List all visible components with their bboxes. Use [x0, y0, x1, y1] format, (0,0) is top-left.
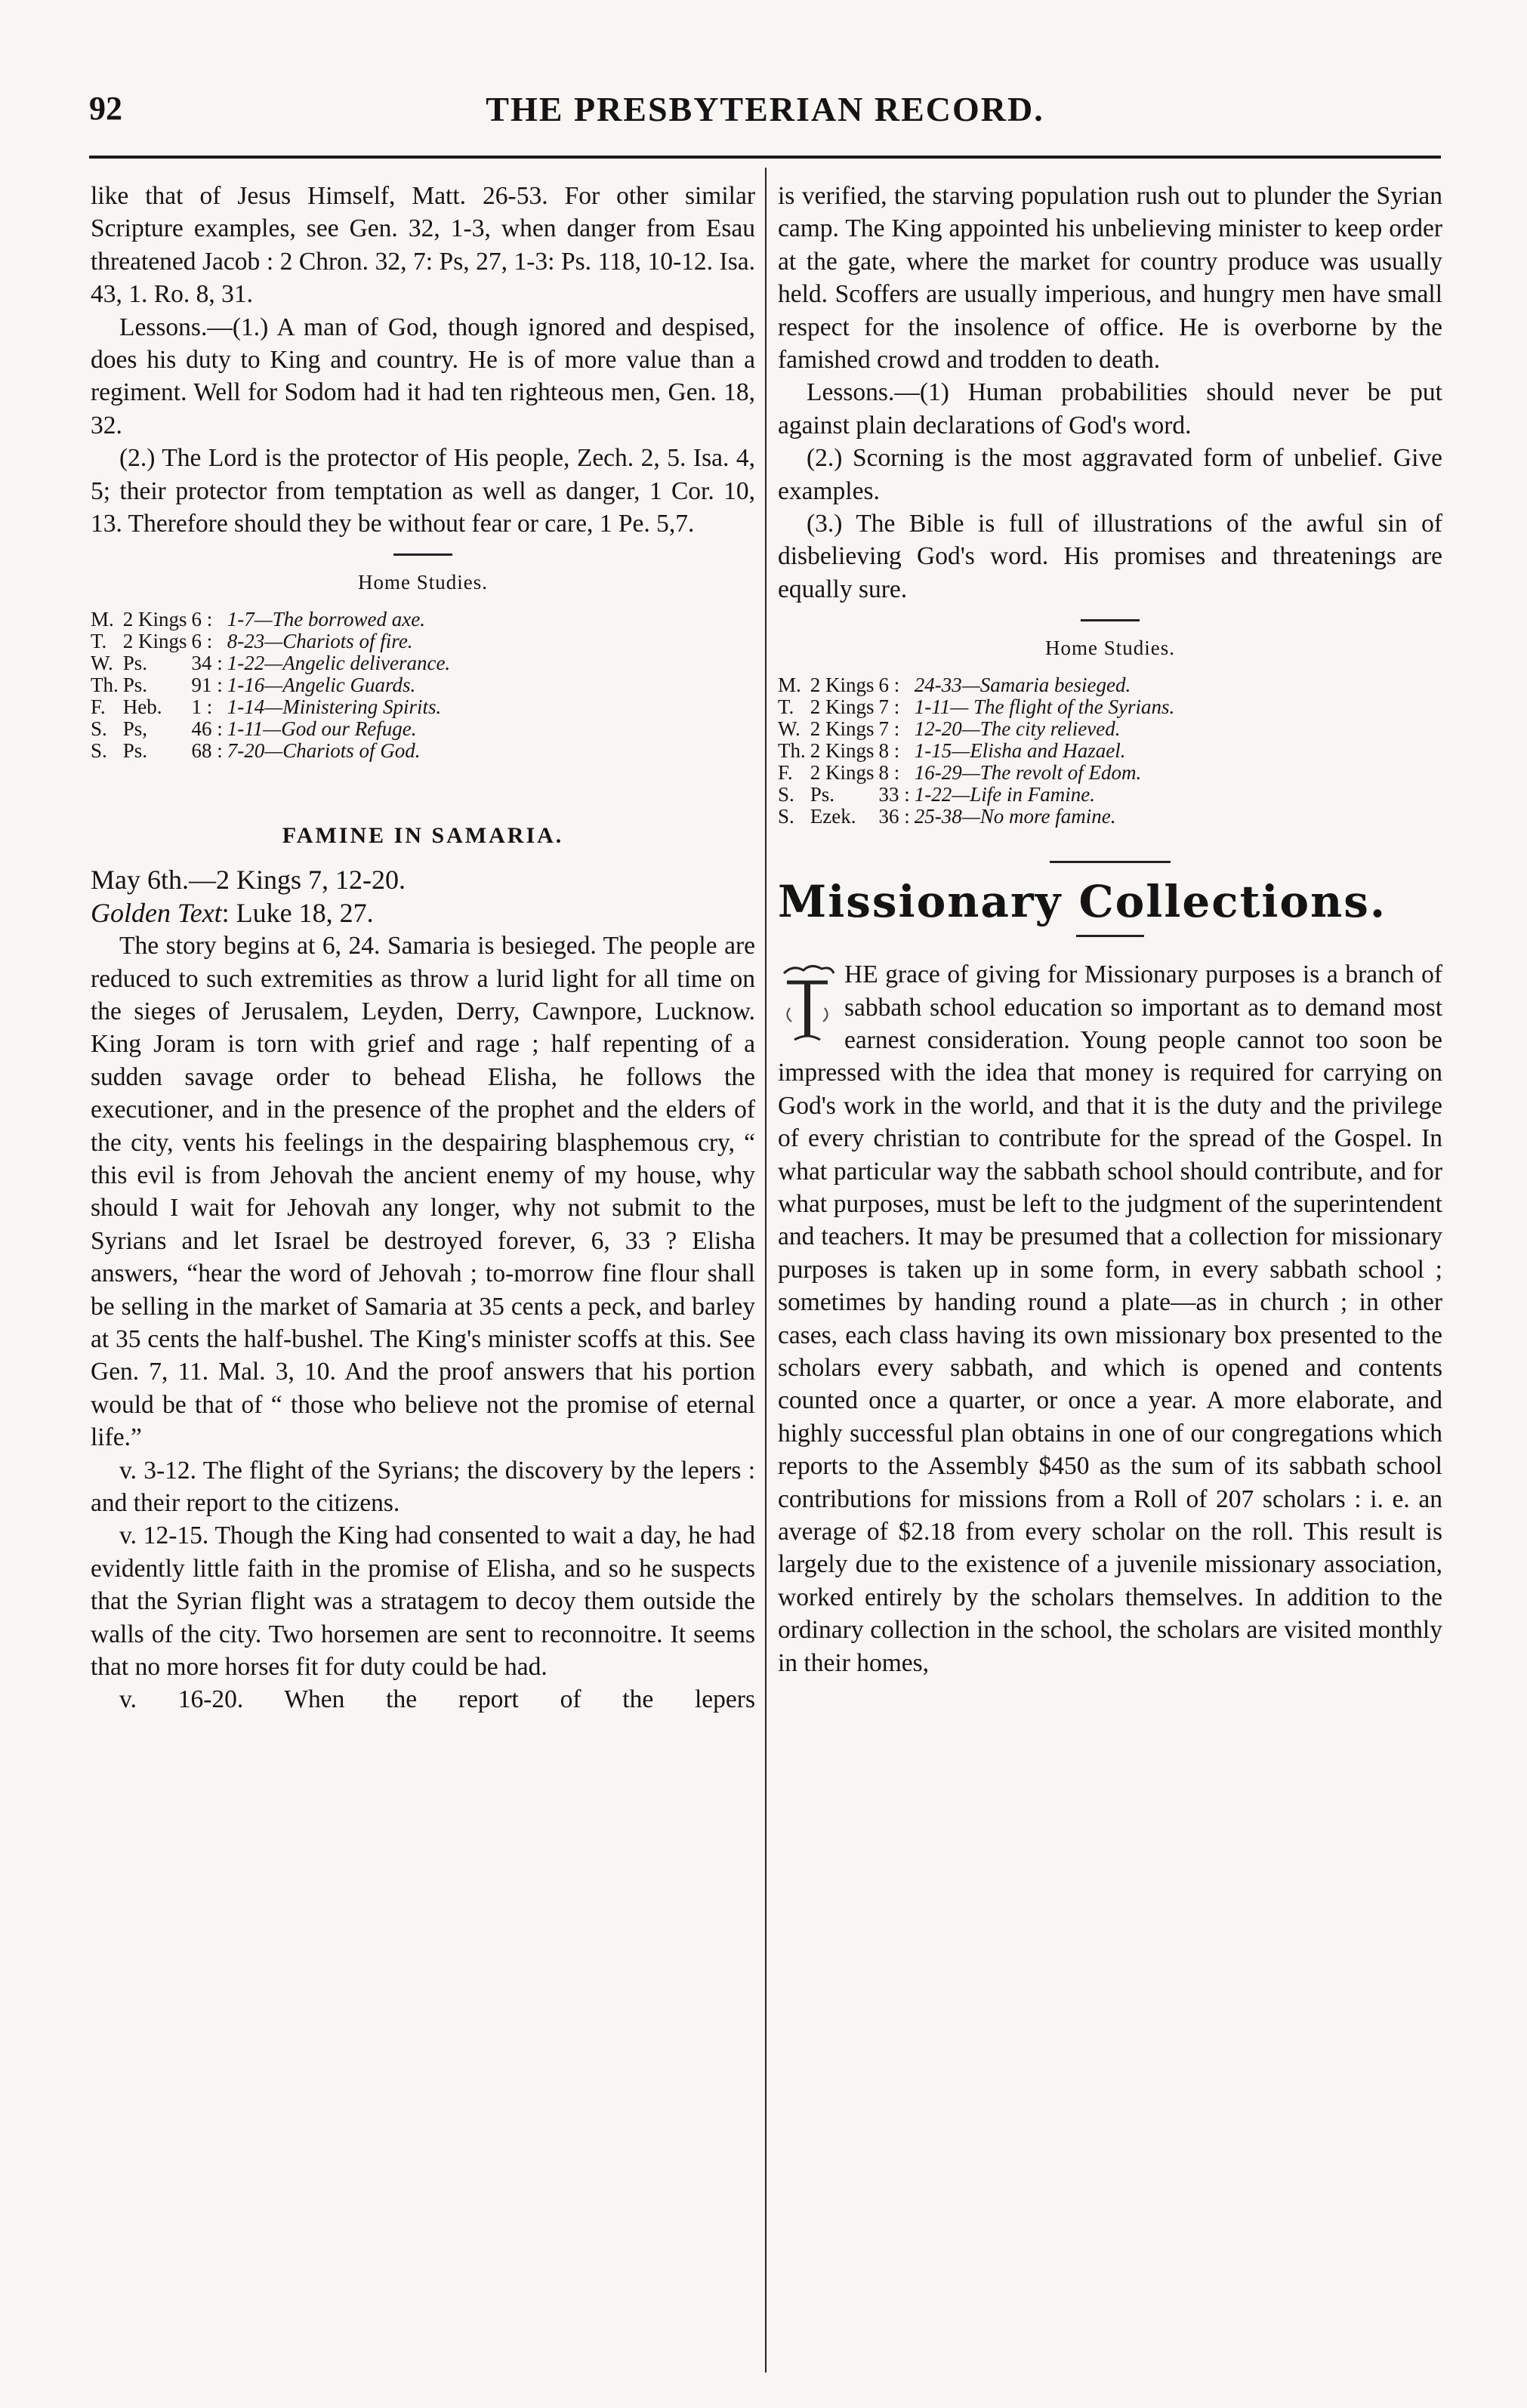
- study-row: [778, 674, 1179, 696]
- study-row: [778, 784, 1179, 806]
- study-day: M.: [778, 673, 801, 696]
- study-reference: 12-20—The city relieved.: [914, 717, 1121, 740]
- study-row: [778, 740, 1179, 762]
- study-book: Heb.: [122, 695, 162, 718]
- study-row: [778, 762, 1179, 784]
- study-reference: 1-22—Angelic deliverance.: [227, 651, 451, 674]
- column-divider: [765, 168, 767, 2373]
- study-row: [91, 609, 455, 631]
- study-reference: 1-14—Ministering Spirits.: [227, 695, 442, 718]
- study-chapter: 7 :: [878, 695, 900, 718]
- study-row: [778, 806, 1179, 828]
- home-studies-left: [91, 553, 755, 761]
- study-day: T.: [778, 695, 794, 718]
- study-book: 2 Kings: [810, 695, 875, 718]
- left-paragraph-1: like that of Jesus Himself, Matt. 26-53. For other similar Scripture examples, see Gen. 32, 1-3, when danger from Esau threatened Jacob : 2 Chron. 32, 7: Ps, 27, 1-3: Ps. 118, 10-12. Isa. 43, 1. Ro. 8, 31.: [91, 182, 755, 309]
- study-day: Th.: [91, 673, 119, 696]
- left-paragraph-v3-12: v. 3-12. The flight of the Syrians; the discovery by the lepers : and their report to the citizens.: [91, 1456, 755, 1517]
- study-row: [91, 674, 455, 696]
- study-day: Th.: [778, 738, 806, 762]
- study-book: 2 Kings: [122, 607, 187, 631]
- study-book: Ps.: [122, 673, 148, 696]
- study-reference: 7-20—Chariots of God.: [227, 738, 421, 762]
- section-rule: [1050, 861, 1171, 863]
- section-title-famine: FAMINE IN SAMARIA.: [282, 822, 564, 848]
- study-row: [778, 718, 1179, 740]
- section-title-missionary: Missionary Collections.: [778, 875, 1387, 927]
- study-book: Ezek.: [810, 804, 856, 828]
- lesson-date-line: May 6th.—2 Kings 7, 12-20.: [91, 865, 406, 896]
- study-reference: 1-16—Angelic Guards.: [227, 673, 416, 696]
- study-book: 2 Kings: [810, 738, 875, 762]
- study-reference: 1-22—Life in Famine.: [914, 782, 1096, 806]
- study-reference: 16-29—The revolt of Edom.: [914, 760, 1142, 784]
- study-day: W.: [91, 651, 113, 674]
- running-head: THE PRESBYTERIAN RECORD.: [486, 90, 1044, 128]
- study-chapter: 6 :: [191, 629, 213, 652]
- study-book: Ps.: [122, 738, 148, 762]
- drop-cap-ornament-icon: [778, 963, 837, 1050]
- study-day: S.: [91, 738, 107, 762]
- study-reference: 1-7—The borrowed axe.: [227, 607, 426, 631]
- page-number: 92: [89, 90, 122, 127]
- page-header: [89, 89, 1441, 134]
- right-column: [778, 180, 1442, 1679]
- study-day: F.: [778, 760, 793, 784]
- study-day: M.: [91, 607, 114, 631]
- study-chapter: 7 :: [878, 717, 900, 740]
- study-reference: 1-11—God our Refuge.: [227, 717, 417, 740]
- study-chapter: 68 :: [191, 738, 223, 762]
- left-column: [91, 180, 755, 1716]
- study-chapter: 91 :: [191, 673, 223, 696]
- study-book: 2 Kings: [810, 760, 875, 784]
- left-lessons-2: (2.) The Lord is the protector of His people, Zech. 2, 5. Isa. 4, 5; their protector from temptation as well as danger, 1 Cor. 10, 13. Therefore should they be without fear or care, 1 Pe. 5,7.: [91, 444, 755, 538]
- study-row: [91, 631, 455, 652]
- study-day: T.: [91, 629, 107, 652]
- right-paragraph-1: is verified, the starving population rush out to plunder the Syrian camp. The King appointed his unbelieving minister to keep order at the gate, where the market for country produce was usually held. Scoffers are usually imperious, and hungry men have small respect for the insolence of office. He is overborne by the famished crowd and trodden to death.: [778, 182, 1442, 375]
- missionary-paragraph: [778, 958, 1442, 1679]
- study-chapter: 8 :: [878, 760, 900, 784]
- right-lessons-2: (2.) Scorning is the most aggravated form of unbelief. Give examples.: [778, 444, 1442, 505]
- study-book: Ps.: [810, 782, 835, 806]
- study-chapter: 34 :: [191, 651, 223, 674]
- golden-text-label: Golden Text: [91, 897, 222, 928]
- study-chapter: 8 :: [878, 738, 900, 762]
- home-studies-right: [778, 619, 1442, 827]
- left-lessons-1: Lessons.—(1.) A man of God, though ignored and despised, does his duty to King and country. He is of more value than a regiment. Well for Sodom had it had ten righteous men, Gen. 18, 32.: [91, 313, 755, 439]
- home-studies-table: [91, 609, 455, 762]
- right-lessons-1: Lessons.—(1) Human probabilities should never be put against plain declarations of God's word.: [778, 378, 1442, 439]
- missionary-body: HE grace of giving for Missionary purposes is a branch of sabbath school education so important as to demand most earnest consideration. Young people cannot too soon be impressed with the idea that money is required for carrying on God's work in the world, and that it is the duty and the privilege of every christian to contribute for the spread of the Gospel. In what particular way the sabbath school should contribute, and for what purposes, must be left to the judgment of the superintendent and teachers. It may be presumed that a collection for missionary purposes is taken up in some form, in every sabbath school ; sometimes by handing round a plate—as in church ; in other cases, each class having its own missionary box presented to the scholars every sabbath, and which is opened and contents counted once a quarter, or once a year. A more elaborate, and highly successful plan obtains in one of our congregations which reports to the Assembly $450 as the sum of its sabbath school contributions for missions from a Roll of 207 scholars : i. e. an average of $2.18 from every scholar on the roll. This result is largely due to the existence of a juvenile missionary association, worked entirely by the scholars themselves. In addition to the ordinary collection in the school, the scholars are visited monthly in their homes,: [778, 960, 1442, 1677]
- study-row: [91, 740, 455, 762]
- study-reference: 24-33—Samaria besieged.: [914, 673, 1131, 696]
- study-reference: 1-15—Elisha and Hazael.: [914, 738, 1126, 762]
- left-paragraph-v16-20: v. 16-20. When the report of the lepers: [119, 1685, 755, 1714]
- golden-text-ref: : Luke 18, 27.: [221, 897, 374, 928]
- home-studies-table: [778, 674, 1179, 828]
- study-day: W.: [778, 717, 801, 740]
- study-day: S.: [91, 717, 107, 740]
- ornamental-drop-cap: [778, 963, 837, 1050]
- study-chapter: 1 :: [191, 695, 213, 718]
- short-rule: [1081, 619, 1140, 621]
- right-lessons-3: (3.) The Bible is full of illustrations of the awful sin of disbelieving God's word. His promises and threatenings are equally sure.: [778, 510, 1442, 603]
- study-book: Ps,: [122, 717, 148, 740]
- study-row: [91, 652, 455, 674]
- study-day: F.: [91, 695, 106, 718]
- short-rule: [393, 553, 452, 556]
- home-studies-title: Home Studies.: [358, 571, 488, 594]
- study-reference: 8-23—Chariots of fire.: [227, 629, 413, 652]
- left-paragraph-v12-15: v. 12-15. Though the King had consented to wait a day, he had evidently little faith in the promise of Elisha, and so he suspects that the Syrian flight was a stratagem to decoy them outside the walls of the city. Two horsemen are sent to reconnoitre. It seems that no more horses fit for duty could be had.: [91, 1522, 755, 1682]
- study-book: 2 Kings: [810, 717, 875, 740]
- study-book: 2 Kings: [122, 629, 187, 652]
- title-underline: [1076, 935, 1144, 937]
- study-row: [91, 696, 455, 718]
- study-chapter: 6 :: [191, 607, 213, 631]
- study-book: 2 Kings: [810, 673, 875, 696]
- study-day: S.: [778, 804, 794, 828]
- study-row: [91, 718, 455, 740]
- study-book: Ps.: [122, 651, 148, 674]
- study-chapter: 6 :: [878, 673, 900, 696]
- study-chapter: 36 :: [878, 804, 910, 828]
- study-day: S.: [778, 782, 794, 806]
- study-reference: 1-11— The flight of the Syrians.: [914, 695, 1175, 718]
- study-chapter: 33 :: [878, 782, 910, 806]
- home-studies-title: Home Studies.: [1045, 637, 1175, 660]
- header-rule: [89, 156, 1441, 159]
- study-row: [778, 696, 1179, 718]
- study-chapter: 46 :: [191, 717, 223, 740]
- study-reference: 25-38—No more famine.: [914, 804, 1116, 828]
- golden-text-line: [91, 897, 755, 930]
- left-paragraph-story: The story begins at 6, 24. Samaria is besieged. The people are reduced to such extremities as throw a lurid light for all time on the sieges of Jerusalem, Leyden, Derry, Cawnpore, Lucknow. King Joram is torn with grief and rage ; half repenting of a sudden savage order to behead Elisha, he follows the executioner, and in the presence of the prophet and the elders of the city, vents his feelings in the despairing blasphemous cry, “ this evil is from Jehovah the ancient enemy of my house, why should I wait for Jehovah any longer, why not submit to the Syrians and let Israel be destroyed forever, 6, 33 ? Elisha answers, “hear the word of Jehovah ; to-morrow fine flour shall be selling in the market of Samaria at 35 cents a peck, and barley at 35 cents the half-bushel. The King's minister scoffs at this. See Gen. 7, 11. Mal. 3, 10. And the proof answers that his portion would be that of “ those who believe not the promise of eternal life.”: [91, 932, 755, 1452]
